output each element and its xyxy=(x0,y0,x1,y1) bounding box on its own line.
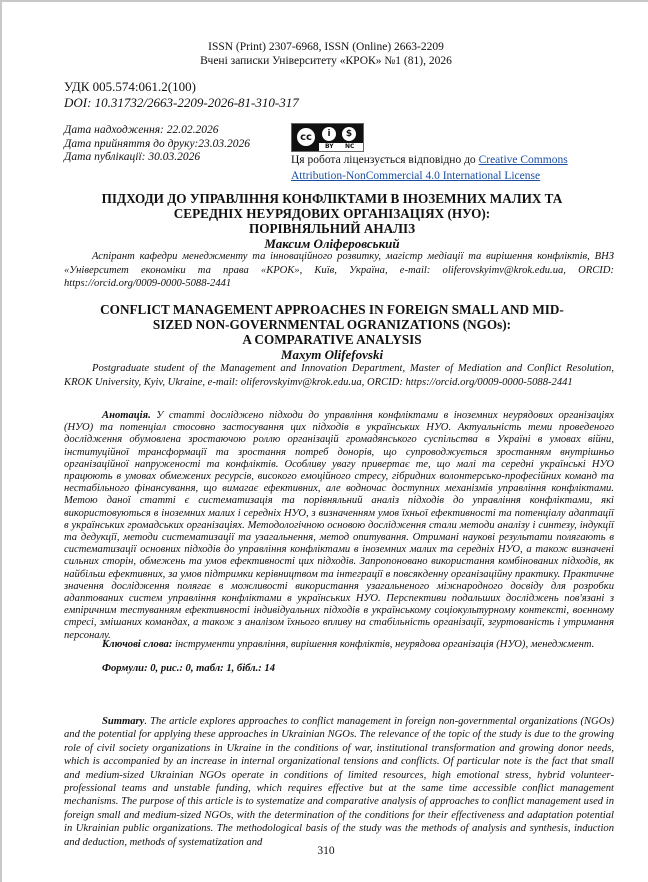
en-title-line3: A COMPARATIVE ANALYSIS xyxy=(242,332,422,347)
ua-title-block xyxy=(52,191,612,251)
issn-line: ISSN (Print) 2307-6968, ISSN (Online) 2663-2209 xyxy=(208,41,444,53)
date-received: Дата надходження: 22.02.2026 xyxy=(64,124,219,136)
doi[interactable]: DOI: 10.31732/2663-2209-2026-81-310-317 xyxy=(64,95,299,110)
abstract-label: Анотація. xyxy=(102,410,151,421)
license-notice xyxy=(291,152,591,184)
ua-title-line2: СЕРЕДНІХ НЕУРЯДОВИХ ОРГАНІЗАЦІЯХ (НУО): xyxy=(173,206,491,221)
ua-author: Максим Оліферовський xyxy=(264,236,400,251)
attribution-icon: i xyxy=(322,127,336,141)
cc-icon: cc xyxy=(296,127,316,147)
ua-title-line1: ПІДХОДИ ДО УПРАВЛІННЯ КОНФЛІКТАМИ В ІНОЗЕМНИХ МАЛИХ ТА xyxy=(101,191,563,206)
article-stats: Формули: 0, рис.: 0, табл: 1, бібл.: 14 xyxy=(102,663,276,674)
keywords-ua xyxy=(64,639,614,651)
en-title-block xyxy=(52,302,612,362)
nc-label: NC xyxy=(345,143,355,150)
journal-header xyxy=(2,40,648,68)
summary-label: Summary xyxy=(102,716,145,727)
by-label: BY xyxy=(325,143,334,150)
abstract-text: У статті досліджено підходи до управління конфліктами в іноземних неурядових організаціях (НУО) та потенціал стосовно застосування цих підходів в українських НУО. Актуальність теми проведеного дослідження обумовлена зростаючою роллю організацій громадянського суспільства в Україні в умовах війни, інституційної трансформації та зростання потреб донорів, що супроводжується зростанням внутрішньо організаційної напруженості та конфліктів. Особливу увагу привертає те, що малі та середні українські НУО працюють в умовах обмежених ресурсів, високого емоційного стресу, гібридних волонтерсько-професійних команд та нестабільного фінансування, що вимагає ефективних, але водночас доступних механізмів управління конфліктами. Метою даної статті є систематизація та порівняльний аналіз підходів до управління конфліктами, які використовуються в іноземних малих і середніх НУО, з визначенням умов їхньої ефективності та потенціалу адаптації в українських громадських організаціях. Методологічною основою дослідження стали методи аналізу і синтезу, індукції та дедукції, методи систематизації та узагальнення, метод опитування. Отримані наукові результати полягають в систематизації основних підходів до управління конфліктами в іноземних малих та середніх НУО, а також визначені сильних сторін, обмежень та умов ефективності цих підходів. Запропоновано використання комбінованих підходів, як найбільш ефективних, за умов підтримки керівництвом та інтеграції в повсякденну організаційну практику. Практичне значення дослідження полягає в можливості використання узагальненого міжнародного досвіду для розробки адаптованих систем управління конфліктами в українських НУО. Перспективи подальших досліджень пов'язані з емпіричним тестуванням ефективності індивідуальних підходів в українському соціокультурному контексті, воєнному стресі, змішаних командах, а також з аналізом їхнього впливу на стабільність організації, згуртованість і утримання персоналу. xyxy=(64,410,614,641)
en-author: Maxym Olifefovski xyxy=(280,347,384,362)
en-title-line1: CONFLICT MANAGEMENT APPROACHES IN FOREIGN SMALL AND MID- xyxy=(100,302,564,317)
summary-text: . The article explores approaches to conflict management in foreign non-governmental organizations (NGOs) and the potential for applying these approaches in Ukrainian NGOs. The relevance of the topic of the study is due to the growing role of civil society organizations in Ukraine in the conditions of war, institutional transformation and growing donor needs, which is accompanied by an increase in internal organizational tensions and conflicts. Of particular note is the fact that small and medium-sized Ukrainian NGOs operate in conditions of limited resources, high emotional stress, hybrid volunteer-professional teams and unstable funding, which requires effective but at the same time accessible conflict management mechanisms. The purpose of this article is to systematize and comparative analysis of approaches to conflict management used in foreign small and medium-sized NGOs, with the determination of the conditions for their effectiveness and adaptation potential in Ukrainian public organizations. The methodological basis of the study was the methods of analysis and synthesis, induction and deduction, methods of systematization and xyxy=(64,716,614,848)
keywords-label: Ключові слова: xyxy=(102,639,173,650)
journal-line: Вчені записки Університету «КРОК» №1 (81), 2026 xyxy=(200,55,452,67)
abstract-ua xyxy=(64,410,614,642)
ua-affiliation: Аспірант кафедри менеджменту та інноваційного розвитку, магістр медіації та вирішення конфліктів, ВНЗ «Університет економіки та права «КРОК», Київ, Україна, e-mail: oliferovskyimv@krok.edu.ua, ORCID: https://orcid.org/0009-0000-5088-2441 xyxy=(64,251,614,289)
article-dates xyxy=(64,124,250,165)
date-accepted: Дата прийняття до друку:23.03.2026 xyxy=(64,137,251,150)
noncommercial-icon: $ xyxy=(342,127,356,141)
license-link[interactable]: Creative Commons Attribution-NonCommercial 4.0 International License xyxy=(291,154,568,182)
en-affiliation: Postgraduate student of the Management and Innovation Department, Master of Mediation and Conflict Resolution, KROK University, Kyiv, Ukraine, e-mail: oliferovskyimv@krok.edu.ua, ORCID: https://orcid.org/0009-0000-5088-2441 xyxy=(64,363,614,388)
ua-title-line3: ПОРІВНЯЛЬНИЙ АНАЛІЗ xyxy=(248,221,416,236)
cc-by-nc-license-badge[interactable] xyxy=(291,123,364,152)
en-title-line2: SIZED NON-GOVERNMENTAL OGRANIZATIONS (NGOs): xyxy=(152,317,512,332)
badge-label-strip xyxy=(319,143,363,151)
summary-en xyxy=(64,715,614,849)
license-text: Ця робота ліцензується відповідно до xyxy=(291,154,479,166)
page-number: 310 xyxy=(317,845,335,857)
date-published: Дата публікації: 30.03.2026 xyxy=(64,151,201,163)
keywords-text: інструменти управління, вирішення конфліктів, неурядова організація (НУО), менеджмент. xyxy=(172,639,595,650)
udk-code: УДК 005.574:061.2(100) xyxy=(64,79,196,94)
